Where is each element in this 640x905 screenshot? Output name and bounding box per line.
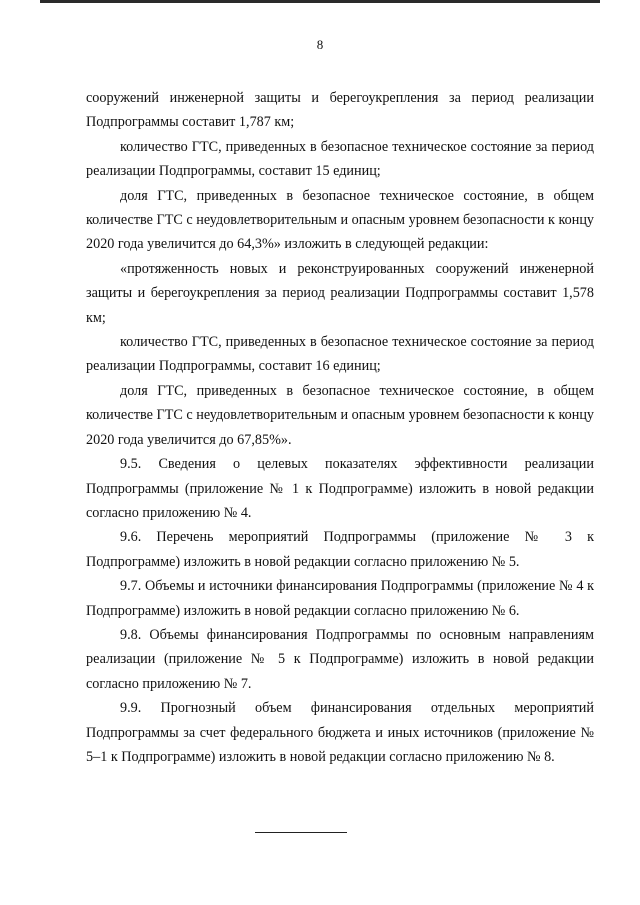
paragraph-9-6: 9.6. Перечень мероприятий Подпрограммы (приложение № 3 к Подпрограмме) изложить в новой редакции согласно приложению № 5. xyxy=(86,529,594,570)
paragraph-1: сооружений инженерной защиты и берегоукрепления за период реализации Подпрограммы составит 1,787 км; xyxy=(86,90,594,131)
paragraph-4: «протяженность новых и реконструированных сооружений инженерной защиты и берегоукрепления за период реализации Подпрограммы составит 1,578 км; xyxy=(86,260,594,326)
paragraph-5: количество ГТС, приведенных в безопасное техническое состояние за период реализации Подпрограммы, составит 16 единиц; xyxy=(86,334,594,375)
paragraph-9-9: 9.9. Прогнозный объем финансирования отдельных мероприятий Подпрограммы за счет федерального бюджета и иных источников (приложение № 5–1 к Подпрограмме) изложить в новой редакции согласно приложению № 8. xyxy=(86,700,594,765)
document-body xyxy=(86,86,594,769)
closing-rule xyxy=(255,832,347,833)
scan-top-border xyxy=(40,0,600,3)
paragraph-9-7: 9.7. Объемы и источники финансирования Подпрограммы (приложение № 4 к Подпрограмме) изложить в новой редакции согласно приложению № 6. xyxy=(86,578,594,619)
page-number: 8 xyxy=(316,37,324,52)
paragraph-2: количество ГТС, приведенных в безопасное техническое состояние за период реализации Подпрограммы, составит 15 единиц; xyxy=(86,138,594,180)
paragraph-3: доля ГТС, приведенных в безопасное техническое состояние, в общем количестве ГТС с неудовлетворительным и опасным уровнем безопасности к концу 2020 года увеличится до 64,3%» изложить в следующей редакции: xyxy=(86,187,594,253)
paragraph-6: доля ГТС, приведенных в безопасное техническое состояние, в общем количестве ГТС с неудовлетворительным и опасным уровнем безопасности к концу 2020 года увеличится до 67,85%». xyxy=(86,382,594,448)
paragraph-9-5: 9.5. Сведения о целевых показателях эффективности реализации Подпрограммы (приложение № 1 к Подпрограмме) изложить в новой редакции согласно приложению № 4. xyxy=(86,456,594,521)
paragraph-9-8: 9.8. Объемы финансирования Подпрограммы по основным направлениям реализации (приложение № 5 к Подпрограмме) изложить в новой редакции согласно приложению № 7. xyxy=(86,626,594,692)
